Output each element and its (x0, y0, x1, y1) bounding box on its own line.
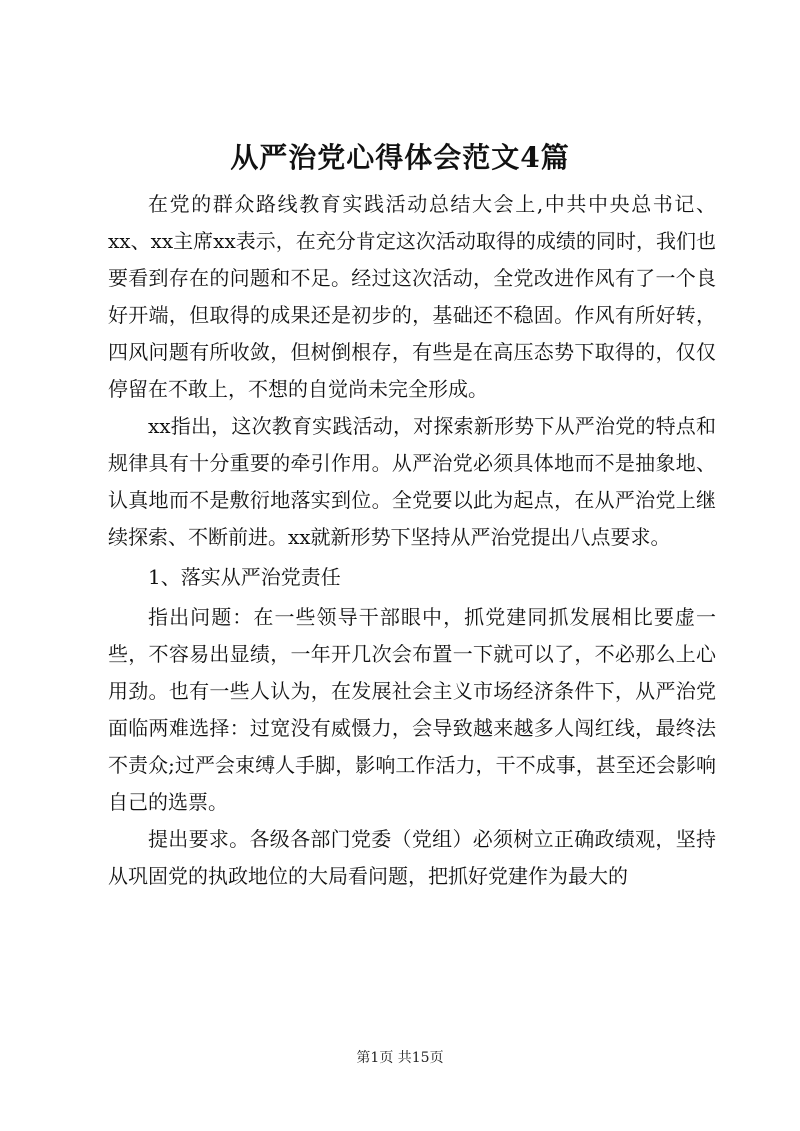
paragraph-3: 指出问题：在一些领导干部眼中，抓党建同抓发展相比要虚一些，不容易出显绩，一年开几次会布置一下就可以了，不必那么上心用劲。也有一些人认为，在发展社会主义市场经济条件下，从严治党面临两难选择：过宽没有威慑力，会导致越来越多人闯红线，最终法不责众;过严会束缚人手脚，影响工作活力，干不成事，甚至还会影响自己的选票。 (108, 605, 716, 814)
page-footer: 第1页 共15页 (356, 1050, 444, 1066)
section-heading-1: 1、落实从严治党责任 (148, 565, 341, 589)
document-body (108, 186, 716, 895)
paragraph-1: 在党的群众路线教育实践活动总结大会上,中共中央总书记、xx、xx主席xx表示，在充分肯定这次活动取得的成绩的同时，我们也要看到存在的问题和不足。经过这次活动，全党改进作风有了一个良好开端，但取得的成果还是初步的，基础还不稳固。作风有所好转，四风问题有所收敛，但树倒根存，有些是在高压态势下取得的，仅仅停留在不敢上，不想的自觉尚未完全形成。 (108, 192, 716, 401)
paragraph-4: 提出要求。各级各部门党委（党组）必须树立正确政绩观，坚持从巩固党的执政地位的大局看问题，把抓好党建作为最大的 (108, 827, 716, 888)
paragraph-2: xx指出，这次教育实践活动，对探索新形势下从严治党的特点和规律具有十分重要的牵引作用。从严治党必须具体地而不是抽象地、认真地而不是敷衍地落实到位。全党要以此为起点，在从严治党上继续探索、不断前进。xx就新形势下坚持从严治党提出八点要求。 (108, 414, 716, 549)
document-title: 从严治党心得体会范文4篇 (230, 141, 570, 174)
